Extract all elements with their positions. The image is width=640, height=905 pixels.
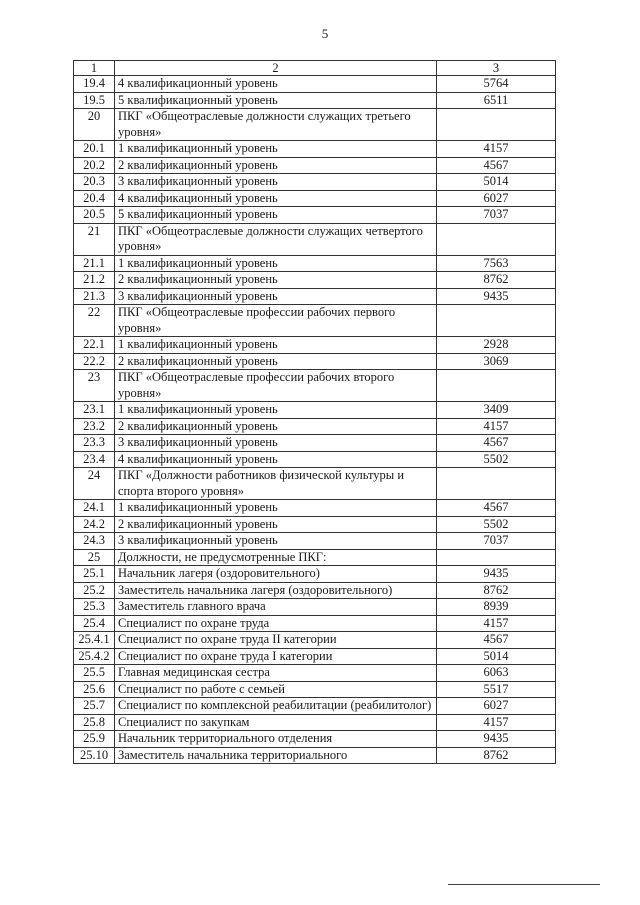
salary-value-cell: 2928 xyxy=(437,337,556,354)
salary-value-cell: 4567 xyxy=(437,500,556,517)
position-name-cell: Должности, не предусмотренные ПКГ: xyxy=(115,549,437,566)
salary-value-cell: 5502 xyxy=(437,451,556,468)
row-number-cell: 25.6 xyxy=(74,681,115,698)
table-row xyxy=(74,141,556,158)
salary-value-cell: 6511 xyxy=(437,92,556,109)
table-row xyxy=(74,451,556,468)
position-name-cell: 1 квалификационный уровень xyxy=(115,141,437,158)
position-name-cell: Специалист по охране труда xyxy=(115,615,437,632)
row-number-cell: 22.2 xyxy=(74,353,115,370)
position-name-cell: 3 квалификационный уровень xyxy=(115,533,437,550)
table-row xyxy=(74,747,556,764)
table-row xyxy=(74,698,556,715)
row-number-cell: 20 xyxy=(74,109,115,141)
salary-value-cell: 9435 xyxy=(437,566,556,583)
row-number-cell: 23.3 xyxy=(74,435,115,452)
salary-value-cell: 6027 xyxy=(437,698,556,715)
row-number-cell: 24.1 xyxy=(74,500,115,517)
column-header-position: 2 xyxy=(115,61,437,76)
salary-value-cell xyxy=(437,370,556,402)
salary-value-cell: 3069 xyxy=(437,353,556,370)
salary-value-cell: 4157 xyxy=(437,418,556,435)
position-name-cell: ПКГ «Общеотраслевые должности служащих третьего уровня» xyxy=(115,109,437,141)
salary-value-cell: 7037 xyxy=(437,533,556,550)
row-number-cell: 20.5 xyxy=(74,207,115,224)
salary-value-cell xyxy=(437,305,556,337)
table-row xyxy=(74,76,556,93)
table-row xyxy=(74,305,556,337)
table-row xyxy=(74,648,556,665)
row-number-cell: 20.4 xyxy=(74,190,115,207)
salary-value-cell: 4157 xyxy=(437,714,556,731)
row-number-cell: 25.8 xyxy=(74,714,115,731)
row-number-cell: 25.2 xyxy=(74,582,115,599)
position-name-cell: 5 квалификационный уровень xyxy=(115,92,437,109)
row-number-cell: 20.1 xyxy=(74,141,115,158)
position-name-cell: 4 квалификационный уровень xyxy=(115,190,437,207)
table-row xyxy=(74,255,556,272)
row-number-cell: 19.4 xyxy=(74,76,115,93)
salary-value-cell: 9435 xyxy=(437,288,556,305)
salary-value-cell: 7563 xyxy=(437,255,556,272)
table-row xyxy=(74,516,556,533)
position-name-cell: 1 квалификационный уровень xyxy=(115,255,437,272)
table-row xyxy=(74,223,556,255)
row-number-cell: 19.5 xyxy=(74,92,115,109)
salary-value-cell: 9435 xyxy=(437,731,556,748)
column-header-number: 1 xyxy=(74,61,115,76)
position-name-cell: Специалист по комплексной реабилитации (реабилитолог) xyxy=(115,698,437,715)
salary-value-cell: 5517 xyxy=(437,681,556,698)
row-number-cell: 25.4.1 xyxy=(74,632,115,649)
position-name-cell: Специалист по охране труда I категории xyxy=(115,648,437,665)
table-row xyxy=(74,566,556,583)
table-row xyxy=(74,731,556,748)
salary-value-cell: 4567 xyxy=(437,157,556,174)
row-number-cell: 22 xyxy=(74,305,115,337)
salary-value-cell xyxy=(437,109,556,141)
salary-value-cell: 8762 xyxy=(437,582,556,599)
salary-value-cell: 8762 xyxy=(437,272,556,289)
position-name-cell: Заместитель начальника территориального xyxy=(115,747,437,764)
row-number-cell: 25.3 xyxy=(74,599,115,616)
table-row xyxy=(74,681,556,698)
page-number: 5 xyxy=(321,26,329,41)
table-row xyxy=(74,272,556,289)
row-number-cell: 25.4.2 xyxy=(74,648,115,665)
position-name-cell: 2 квалификационный уровень xyxy=(115,157,437,174)
salary-value-cell: 6063 xyxy=(437,665,556,682)
table-row xyxy=(74,714,556,731)
table-row xyxy=(74,337,556,354)
salary-value-cell: 4157 xyxy=(437,615,556,632)
salary-value-cell: 5502 xyxy=(437,516,556,533)
position-name-cell: 2 квалификационный уровень xyxy=(115,516,437,533)
salary-table xyxy=(73,60,556,764)
salary-value-cell: 8939 xyxy=(437,599,556,616)
position-name-cell: 4 квалификационный уровень xyxy=(115,451,437,468)
salary-value-cell: 4567 xyxy=(437,632,556,649)
row-number-cell: 25.4 xyxy=(74,615,115,632)
table-row xyxy=(74,92,556,109)
position-name-cell: 2 квалификационный уровень xyxy=(115,353,437,370)
table-header-row xyxy=(74,61,556,76)
table-row xyxy=(74,370,556,402)
table-row xyxy=(74,288,556,305)
salary-value-cell: 8762 xyxy=(437,747,556,764)
position-name-cell: 2 квалификационный уровень xyxy=(115,272,437,289)
row-number-cell: 25.9 xyxy=(74,731,115,748)
position-name-cell: Главная медицинская сестра xyxy=(115,665,437,682)
table-row xyxy=(74,109,556,141)
footer-divider xyxy=(448,884,600,885)
position-name-cell: Заместитель начальника лагеря (оздоровительного) xyxy=(115,582,437,599)
row-number-cell: 23.1 xyxy=(74,402,115,419)
row-number-cell: 25.7 xyxy=(74,698,115,715)
table-row xyxy=(74,549,556,566)
table-row xyxy=(74,468,556,500)
table-row xyxy=(74,207,556,224)
position-name-cell: 1 квалификационный уровень xyxy=(115,500,437,517)
row-number-cell: 25.5 xyxy=(74,665,115,682)
row-number-cell: 23.2 xyxy=(74,418,115,435)
row-number-cell: 21 xyxy=(74,223,115,255)
table-row xyxy=(74,157,556,174)
table-row xyxy=(74,353,556,370)
position-name-cell: ПКГ «Общеотраслевые должности служащих четвертого уровня» xyxy=(115,223,437,255)
table-row xyxy=(74,190,556,207)
position-name-cell: 4 квалификационный уровень xyxy=(115,76,437,93)
position-name-cell: 5 квалификационный уровень xyxy=(115,207,437,224)
row-number-cell: 24.2 xyxy=(74,516,115,533)
position-name-cell: ПКГ «Общеотраслевые профессии рабочих второго уровня» xyxy=(115,370,437,402)
row-number-cell: 23.4 xyxy=(74,451,115,468)
position-name-cell: 3 квалификационный уровень xyxy=(115,288,437,305)
table-row xyxy=(74,582,556,599)
salary-value-cell: 6027 xyxy=(437,190,556,207)
salary-value-cell: 5764 xyxy=(437,76,556,93)
row-number-cell: 20.3 xyxy=(74,174,115,191)
position-name-cell: Начальник лагеря (оздоровительного) xyxy=(115,566,437,583)
table-row xyxy=(74,435,556,452)
position-name-cell: 3 квалификационный уровень xyxy=(115,435,437,452)
table-row xyxy=(74,533,556,550)
salary-value-cell: 5014 xyxy=(437,648,556,665)
table-row xyxy=(74,599,556,616)
salary-value-cell xyxy=(437,223,556,255)
row-number-cell: 25.1 xyxy=(74,566,115,583)
row-number-cell: 21.2 xyxy=(74,272,115,289)
row-number-cell: 22.1 xyxy=(74,337,115,354)
salary-value-cell xyxy=(437,549,556,566)
table-row xyxy=(74,174,556,191)
position-name-cell: Заместитель главного врача xyxy=(115,599,437,616)
table-row xyxy=(74,632,556,649)
table-row xyxy=(74,665,556,682)
position-name-cell: Специалист по закупкам xyxy=(115,714,437,731)
position-name-cell: Начальник территориального отделения xyxy=(115,731,437,748)
row-number-cell: 20.2 xyxy=(74,157,115,174)
position-name-cell: Специалист по работе с семьей xyxy=(115,681,437,698)
table-row xyxy=(74,402,556,419)
row-number-cell: 25 xyxy=(74,549,115,566)
salary-value-cell: 3409 xyxy=(437,402,556,419)
position-name-cell: 3 квалификационный уровень xyxy=(115,174,437,191)
table-row xyxy=(74,418,556,435)
salary-value-cell: 4157 xyxy=(437,141,556,158)
salary-value-cell: 5014 xyxy=(437,174,556,191)
table-row xyxy=(74,615,556,632)
salary-value-cell: 7037 xyxy=(437,207,556,224)
salary-value-cell xyxy=(437,468,556,500)
position-name-cell: Специалист по охране труда II категории xyxy=(115,632,437,649)
row-number-cell: 21.1 xyxy=(74,255,115,272)
position-name-cell: ПКГ «Общеотраслевые профессии рабочих первого уровня» xyxy=(115,305,437,337)
row-number-cell: 24.3 xyxy=(74,533,115,550)
position-name-cell: 1 квалификационный уровень xyxy=(115,402,437,419)
column-header-salary: 3 xyxy=(437,61,556,76)
row-number-cell: 21.3 xyxy=(74,288,115,305)
row-number-cell: 24 xyxy=(74,468,115,500)
position-name-cell: 1 квалификационный уровень xyxy=(115,337,437,354)
salary-value-cell: 4567 xyxy=(437,435,556,452)
position-name-cell: ПКГ «Должности работников физической культуры и спорта второго уровня» xyxy=(115,468,437,500)
row-number-cell: 25.10 xyxy=(74,747,115,764)
position-name-cell: 2 квалификационный уровень xyxy=(115,418,437,435)
row-number-cell: 23 xyxy=(74,370,115,402)
table-row xyxy=(74,500,556,517)
